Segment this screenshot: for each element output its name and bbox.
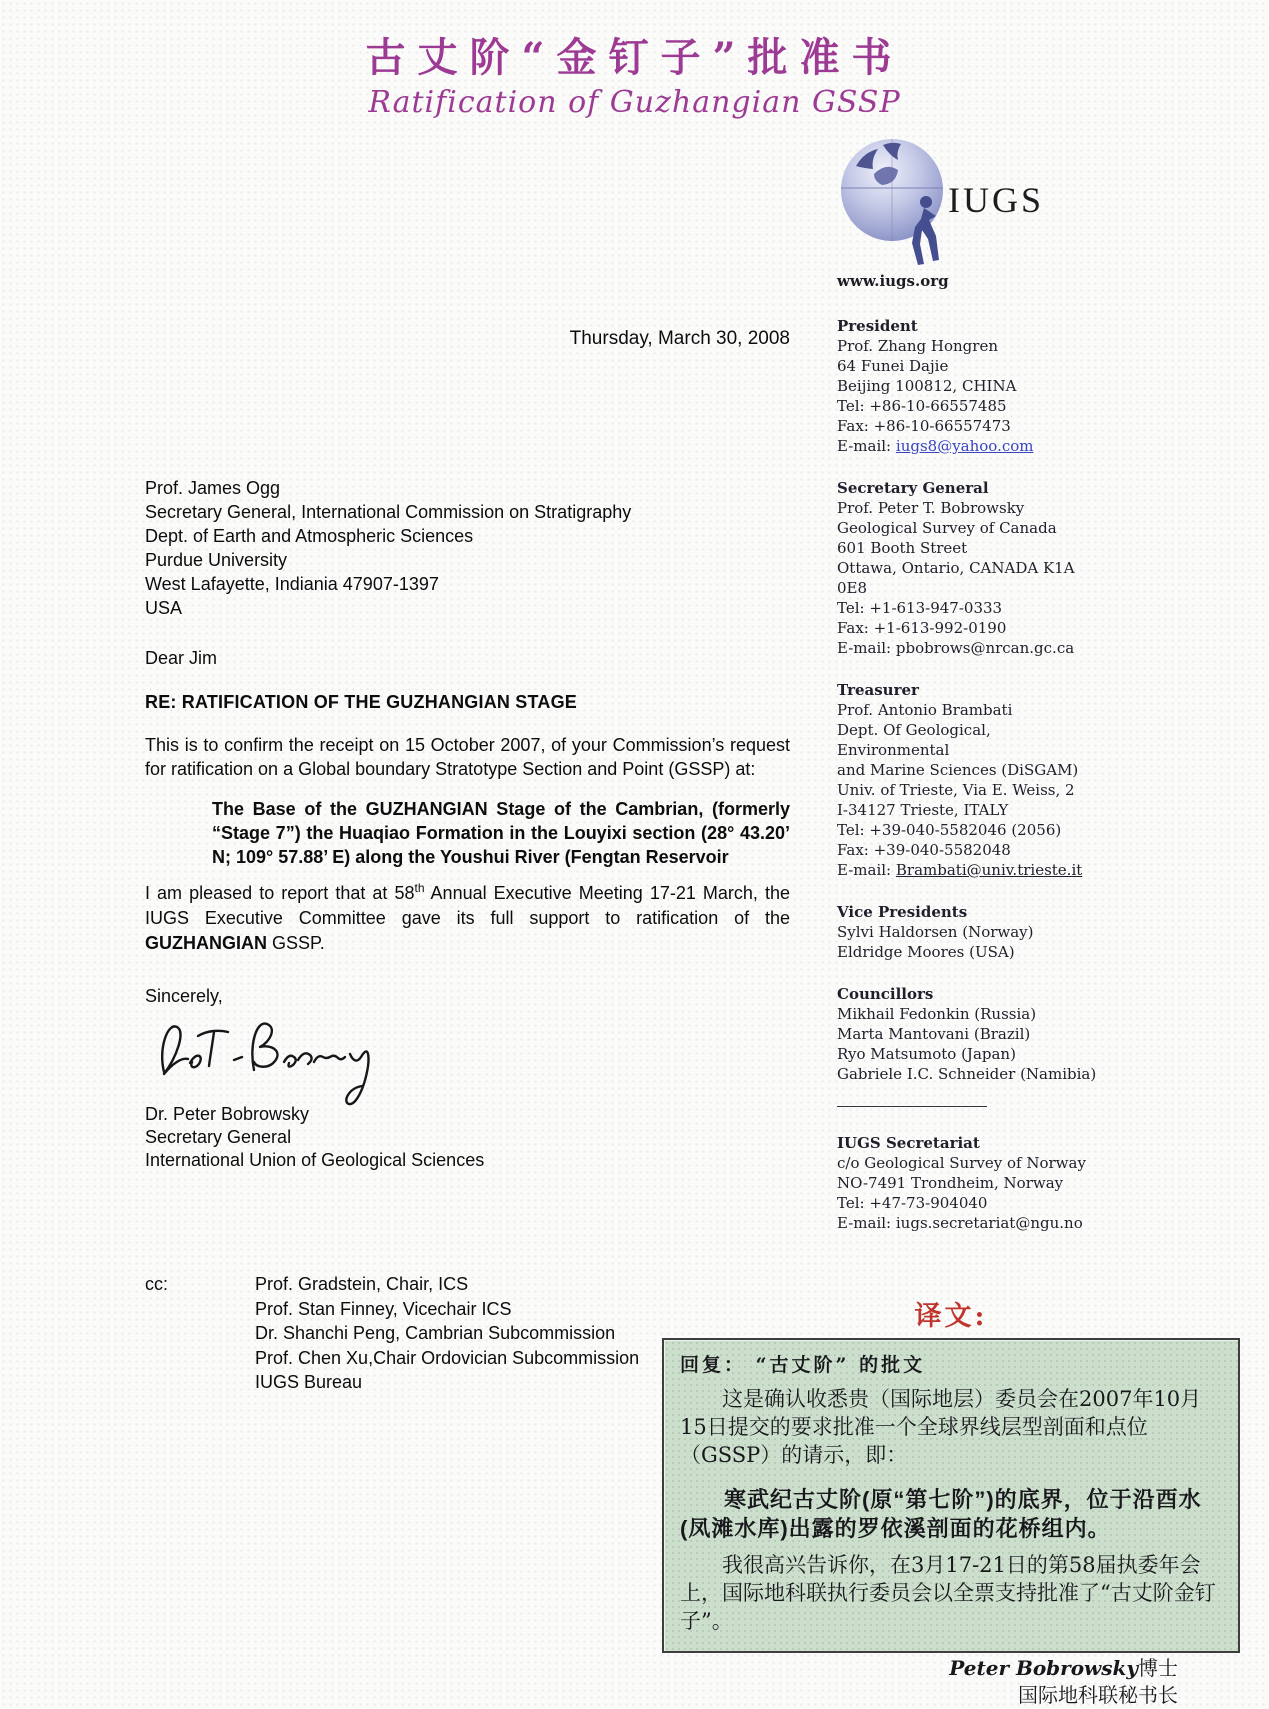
cc-label: cc: — [145, 1274, 169, 1294]
address-line: Dept. of Earth and Atmospheric Sciences — [145, 526, 474, 546]
contact-line: Prof. Peter T. Bobrowsky — [837, 499, 1025, 517]
translation-box — [662, 1338, 1240, 1707]
translation-paragraph-2: 寒武纪古丈阶(原“第七阶”)的底界，位于沿酉水(凤滩水库)出露的罗依溪剖面的花桥组内。 — [680, 1487, 1202, 1541]
contact-line: Beijing 100812, CHINA — [837, 377, 1017, 395]
document-header — [0, 26, 1269, 120]
translation-signer-name — [680, 1655, 1178, 1682]
contact-line: 601 Booth Street — [837, 539, 968, 557]
signer-organization: International Union of Geological Sciences — [145, 1150, 485, 1170]
email-label: E-mail: — [837, 437, 896, 455]
signer-name-suffix: 博士 — [1138, 1656, 1178, 1680]
contact-line: Marta Mantovani (Brazil) — [837, 1025, 1031, 1043]
cc-list — [255, 1272, 639, 1395]
contact-line — [837, 860, 1107, 880]
address-line: Prof. James Ogg — [145, 478, 281, 498]
sidebar-section-secretary-general — [837, 478, 1107, 658]
contact-line: Geological Survey of Canada — [837, 519, 1057, 537]
signer-name-latin: Peter Bobrowsky — [949, 1656, 1138, 1680]
paragraph-text: Annual Executive Meeting 17-21 March, the IUGS Executive Committee gave its full support to ratification of the — [145, 883, 790, 928]
section-heading: President — [837, 317, 918, 335]
translation-signer-title: 国际地科联秘书长 — [1018, 1683, 1178, 1707]
address-line: Purdue University — [145, 550, 288, 570]
paragraph-text: I am pleased to report that at 58 — [145, 883, 415, 903]
section-heading: Councillors — [837, 985, 934, 1003]
signer-title: Secretary General — [145, 1127, 292, 1147]
contact-line: Mikhail Fedonkin (Russia) — [837, 1005, 1037, 1023]
email-label: E-mail: — [837, 861, 896, 879]
section-heading: Secretary General — [837, 479, 989, 497]
contact-line: I-34127 Trieste, ITALY — [837, 801, 1009, 819]
contact-line: 64 Funei Dajie — [837, 357, 949, 375]
contact-line: Tel: +1-613-947-0333 — [837, 599, 1003, 617]
contact-line: E-mail: pbobrows@nrcan.gc.ca — [837, 639, 1075, 657]
sidebar-section-secretariat — [837, 1133, 1107, 1233]
recipient-address — [145, 476, 790, 620]
section-heading: IUGS Secretariat — [837, 1134, 980, 1152]
date-line: Thursday, March 30, 2008 — [569, 328, 790, 349]
contact-line: Tel: +47-73-904040 — [837, 1194, 988, 1212]
gssp-definition-quote: The Base of the GUZHANGIAN Stage of the Cambrian, (formerly “Stage 7”) the Huaqiao Formation in the Louyixi section (28° 43.20’ N; 109° 57.88’ E) along the Youshui River (Fengtan Reservoir — [212, 799, 790, 867]
contact-line: and Marine Sciences (DiSGAM) — [837, 761, 1079, 779]
translation-signature — [680, 1655, 1222, 1709]
closing: Sincerely, — [145, 986, 223, 1006]
address-line: West Lafayette, Indiania 47907-1397 — [145, 574, 439, 594]
sidebar-divider — [837, 1106, 987, 1107]
sidebar-section-president — [837, 316, 1107, 456]
contact-sidebar — [837, 316, 1107, 1255]
salutation: Dear Jim — [145, 648, 218, 668]
handwritten-signature — [146, 1008, 396, 1108]
contact-line: Fax: +39-040-5582048 — [837, 841, 1011, 859]
contact-line: Prof. Antonio Brambati — [837, 701, 1013, 719]
section-heading: Treasurer — [837, 681, 919, 699]
contact-line: Ottawa, Ontario, CANADA K1A 0E8 — [837, 559, 1075, 597]
translation-paragraph-1: 这是确认收悉贵（国际地层）委员会在2007年10月15日提交的要求批准一个全球界线层型剖面和点位（GSSP）的请示，即： — [680, 1387, 1202, 1467]
iugs-website-url: www.iugs.org — [837, 272, 949, 290]
treasurer-email-link[interactable]: Brambati@univ.trieste.it — [895, 861, 1083, 879]
iugs-logo — [828, 132, 1068, 270]
sidebar-section-vice-presidents — [837, 902, 1107, 962]
contact-line: c/o Geological Survey of Norway — [837, 1154, 1086, 1172]
signer-block — [145, 1103, 790, 1172]
paragraph-text: GSSP. — [267, 933, 325, 953]
body-paragraph-2 — [145, 881, 790, 956]
contact-line: Sylvi Haldorsen (Norway) — [837, 923, 1034, 941]
contact-line — [837, 436, 1107, 456]
sidebar-section-treasurer — [837, 680, 1107, 880]
cc-item: IUGS Bureau — [255, 1372, 363, 1392]
signer-name: Dr. Peter Bobrowsky — [145, 1104, 310, 1124]
contact-line: Prof. Zhang Hongren — [837, 337, 998, 355]
cc-item: Prof. Gradstein, Chair, ICS — [255, 1274, 469, 1294]
contact-line: Tel: +39-040-5582046 (2056) — [837, 821, 1062, 839]
contact-line: NO-7491 Trondheim, Norway — [837, 1174, 1064, 1192]
translation-heading: 回复： “古丈阶” 的批文 — [680, 1354, 926, 1376]
contact-line: Gabriele I.C. Schneider (Namibia) — [837, 1065, 1097, 1083]
address-line: Secretary General, International Commission on Stratigraphy — [145, 502, 632, 522]
subject-line: RE: RATIFICATION OF THE GUZHANGIAN STAGE — [145, 692, 577, 712]
cc-item: Prof. Chen Xu,Chair Ordovician Subcommission — [255, 1347, 640, 1368]
stage-name-bold: GUZHANGIAN — [145, 933, 267, 953]
contact-line: Eldridge Moores (USA) — [837, 943, 1015, 961]
contact-line: Dept. Of Geological, Environmental — [837, 721, 991, 759]
contact-line: Fax: +86-10-66557473 — [837, 417, 1011, 435]
contact-line: E-mail: iugs.secretariat@ngu.no — [837, 1214, 1083, 1232]
address-line: USA — [145, 598, 183, 618]
contact-line: Tel: +86-10-66557485 — [837, 397, 1007, 415]
body-paragraph-1: This is to confirm the receipt on 15 October 2007, of your Commission’s request for ratification on a Global boundary Stratotype Section and Point (GSSP) at: — [145, 735, 790, 779]
cc-item: Prof. Stan Finney, Vicechair ICS — [255, 1298, 512, 1319]
sidebar-section-councillors — [837, 984, 1107, 1084]
contact-line: Fax: +1-613-992-0190 — [837, 619, 1007, 637]
section-heading: Vice Presidents — [837, 903, 968, 921]
contact-line: Univ. of Trieste, Via E. Weiss, 2 — [837, 781, 1075, 799]
translation-label: 译文: — [914, 1301, 988, 1332]
president-email-link[interactable]: iugs8@yahoo.com — [895, 437, 1034, 455]
ordinal-superscript: th — [414, 881, 425, 895]
cc-item: Dr. Shanchi Peng, Cambrian Subcommission — [255, 1323, 616, 1343]
translation-paragraph-3: 我很高兴告诉你，在3月17-21日的第58届执委年会上，国际地科联执行委员会以全票支持批准了“古丈阶金钉子”。 — [680, 1553, 1216, 1633]
iugs-wordmark: IUGS — [948, 180, 1045, 220]
contact-line: Ryo Matsumoto (Japan) — [837, 1045, 1016, 1063]
page-title-english: Ratification of Guzhangian GSSP — [368, 85, 901, 120]
page-title-chinese: 古丈阶“金钉子”批准书 — [365, 34, 904, 81]
